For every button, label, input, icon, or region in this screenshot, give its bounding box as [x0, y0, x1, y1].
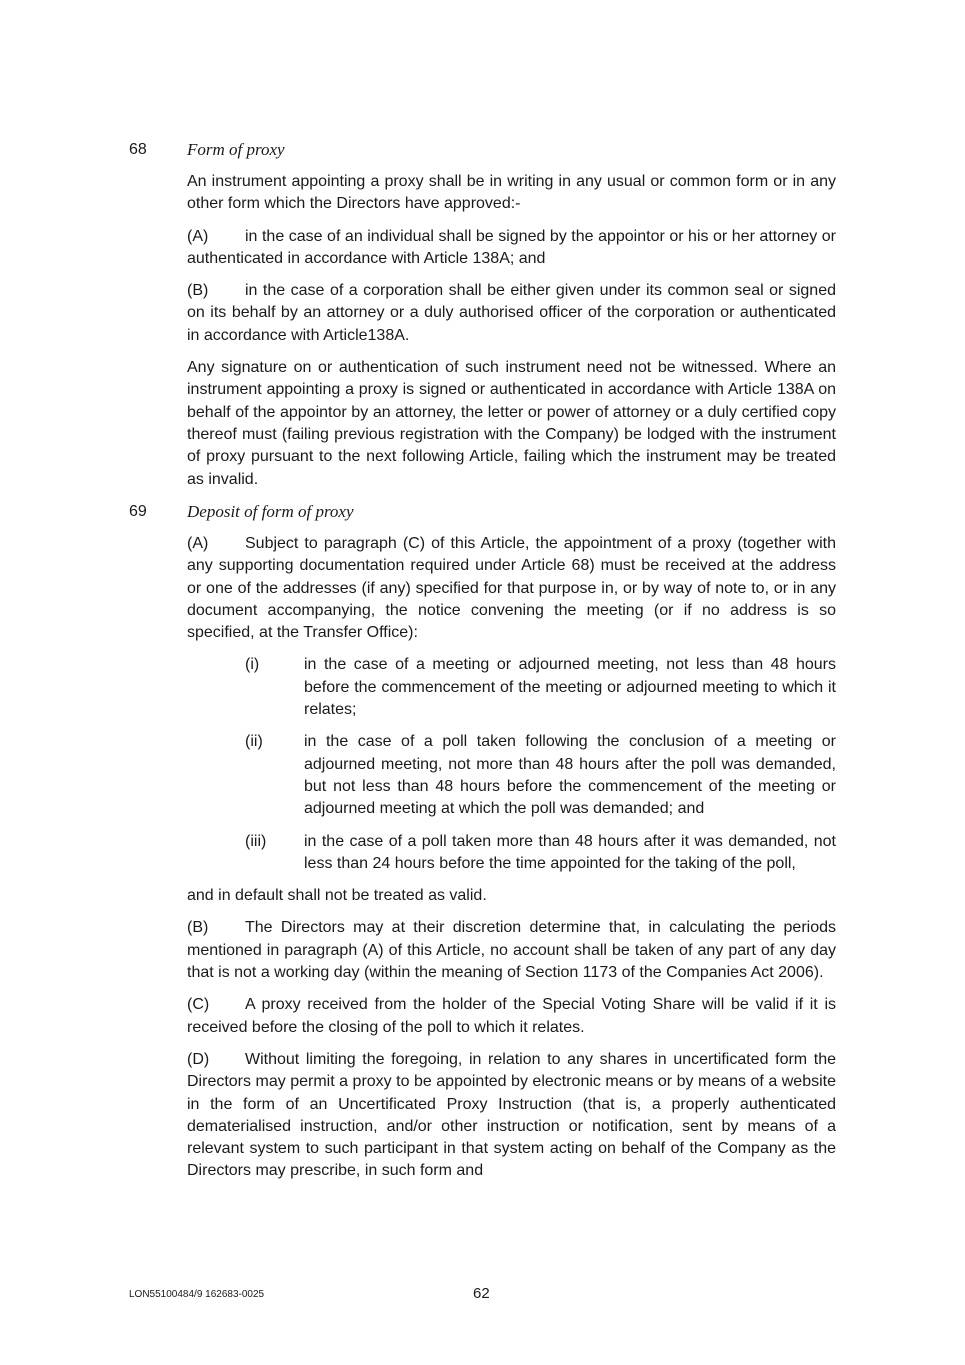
item-label: (B): [187, 919, 209, 937]
item-text: in the case of an individual shall be signed by the appointor or his or her attorney or authenticated in accordance with Article 138A; and: [187, 227, 836, 267]
article-number: 68: [129, 141, 147, 158]
item-label: (A): [187, 535, 209, 552]
item-text: Subject to paragraph (C) of this Article, the appointment of a proxy (together with any supporting documentation required under Article 68) must be received at the address or one of the addresses (if any) specified for that purpose in, or by way of note to, or in any document accompanying, the notice convening the meeting (or if no address is so specified, at the Transfer Office):: [187, 535, 836, 642]
list-item: [187, 994, 836, 1039]
article-number: 69: [129, 503, 147, 520]
sub-item-text: in the case of a meeting or adjourned meeting, not less than 48 hours before the commencement of the meeting or adjourned meeting to which it relates;: [304, 656, 836, 719]
article-68-body: [187, 171, 836, 501]
sub-item-text: in the case of a poll taken following the conclusion of a meeting or adjourned meeting, not more than 48 hours after the poll was demanded, but not less than 48 hours before the commencement of the meeting or adjourned meeting at which the poll was demanded; and: [304, 733, 836, 818]
list-item: [187, 226, 836, 271]
sub-item-label: (i): [245, 656, 260, 674]
sub-list-item: [187, 731, 836, 820]
article-title: Deposit of form of proxy: [187, 502, 354, 521]
list-item: [187, 533, 836, 644]
document-reference: LON55100484/9 162683-0025: [129, 1289, 265, 1300]
item-label: (C): [187, 996, 210, 1014]
sub-item-text: in the case of a poll taken more than 48 hours after it was demanded, not less than 24 hours before the time appointed for the taking of the poll,: [304, 832, 836, 872]
item-text: The Directors may at their discretion determine that, in calculating the periods mentioned in paragraph (A) of this Article, no account shall be taken of any part of any day that is not a working day (within the meaning of Section 1173 of the Companies Act 2006).: [187, 919, 836, 982]
sub-list-item: [187, 654, 836, 721]
item-label: (B): [187, 282, 209, 300]
paragraph: Any signature on or authentication of such instrument need not be witnessed. Where an instrument appointing a proxy is signed or authenticated in accordance with Article 138A on behalf of the appointor by an attorney, the letter or power of attorney or a duly certified copy thereof must (failing previous registration with the Company) be lodged with the instrument of proxy pursuant to the next following Article, failing which the instrument may be treated as invalid.: [187, 359, 836, 488]
sub-list-item: [187, 831, 836, 876]
page-number: 62: [473, 1285, 490, 1302]
list-item: [187, 917, 836, 984]
item-text: Without limiting the foregoing, in relation to any shares in uncertificated form the Directors may permit a proxy to be appointed by electronic means or by means of a website in the form of an Uncertificated Proxy Instruction (that is, a properly authenticated dematerialised instruction, and/or other instruction or notification, sent by means of a relevant system to such participant in that system acting on behalf of the Company as the Directors may prescribe, in such form and: [187, 1050, 836, 1180]
list-item: [187, 280, 836, 347]
paragraph: and in default shall not be treated as valid.: [187, 887, 487, 905]
sub-item-label: (ii): [245, 733, 263, 751]
item-text: in the case of a corporation shall be either given under its common seal or signed on its behalf by an attorney or a duly authorised officer of the corporation or authenticated in accordance with Article138A.: [187, 282, 836, 344]
article-title: Form of proxy: [187, 140, 285, 159]
item-text: A proxy received from the holder of the Special Voting Share will be valid if it is received before the closing of the poll to which it relates.: [187, 996, 836, 1036]
item-label: (D): [187, 1050, 210, 1068]
article-69-body: [187, 533, 836, 1193]
list-item: [187, 1049, 836, 1183]
sub-item-label: (iii): [245, 832, 267, 850]
paragraph: An instrument appointing a proxy shall be in writing in any usual or common form or in any other form which the Directors have approved:-: [187, 173, 836, 213]
item-label: (A): [187, 227, 209, 245]
